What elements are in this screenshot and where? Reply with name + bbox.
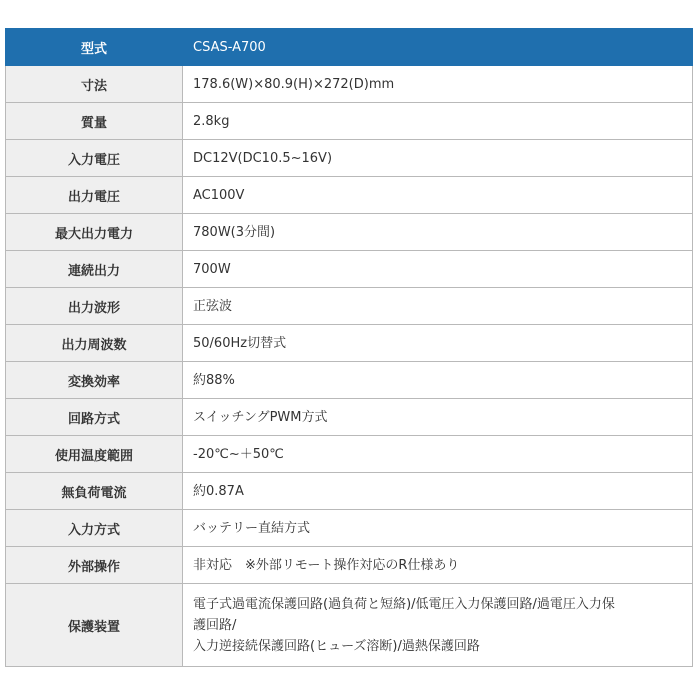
table-row (6, 362, 693, 399)
protection-line: 入力逆接続保護回路(ヒューズ溶断)/過熱保護回路 (193, 638, 480, 654)
row-label-output-voltage: 出力電圧 (6, 177, 183, 214)
table-row (6, 510, 693, 547)
table-row (6, 473, 693, 510)
row-value-efficiency: 約88% (183, 362, 693, 399)
row-label-input-method: 入力方式 (6, 510, 183, 547)
row-label-output-waveform: 出力波形 (6, 288, 183, 325)
table-row (6, 288, 693, 325)
row-label-circuit-method: 回路方式 (6, 399, 183, 436)
table-row (6, 140, 693, 177)
row-value-continuous-output: 700W (183, 251, 693, 288)
table-header-row (6, 29, 693, 66)
table-row (6, 103, 693, 140)
row-label-weight: 質量 (6, 103, 183, 140)
row-value-no-load-current: 約0.87A (183, 473, 693, 510)
protection-line: 電子式過電流保護回路(過負荷と短絡)/低電圧入力保護回路/過電圧入力保 (193, 596, 615, 612)
row-value-output-voltage: AC100V (183, 177, 693, 214)
row-value-external-operation: 非対応 ※外部リモート操作対応のR仕様あり (183, 547, 693, 584)
spec-table (5, 28, 693, 667)
table-row (6, 177, 693, 214)
row-label-dimensions: 寸法 (6, 66, 183, 103)
row-value-temperature-range: -20℃~＋50℃ (183, 436, 693, 473)
model-label: 型式 (6, 29, 183, 66)
row-label-continuous-output: 連続出力 (6, 251, 183, 288)
table-row (6, 547, 693, 584)
protection-line: 護回路/ (193, 617, 237, 633)
row-label-temperature-range: 使用温度範囲 (6, 436, 183, 473)
row-value-protection (183, 584, 693, 667)
model-value: CSAS-A700 (183, 29, 693, 66)
row-value-input-method: バッテリー直結方式 (183, 510, 693, 547)
row-value-input-voltage: DC12V(DC10.5~16V) (183, 140, 693, 177)
row-value-dimensions: 178.6(W)×80.9(H)×272(D)mm (183, 66, 693, 103)
table-row (6, 436, 693, 473)
row-label-max-output-power: 最大出力電力 (6, 214, 183, 251)
row-value-output-frequency: 50/60Hz切替式 (183, 325, 693, 362)
row-value-circuit-method: スイッチングPWM方式 (183, 399, 693, 436)
row-value-max-output-power: 780W(3分間) (183, 214, 693, 251)
row-label-external-operation: 外部操作 (6, 547, 183, 584)
table-row (6, 399, 693, 436)
table-row (6, 251, 693, 288)
table-row (6, 66, 693, 103)
row-label-protection: 保護装置 (6, 584, 183, 667)
row-value-weight: 2.8kg (183, 103, 693, 140)
row-label-efficiency: 変換効率 (6, 362, 183, 399)
row-value-output-waveform: 正弦波 (183, 288, 693, 325)
row-label-input-voltage: 入力電圧 (6, 140, 183, 177)
table-row (6, 325, 693, 362)
row-label-no-load-current: 無負荷電流 (6, 473, 183, 510)
table-row (6, 214, 693, 251)
row-label-output-frequency: 出力周波数 (6, 325, 183, 362)
table-row (6, 584, 693, 667)
